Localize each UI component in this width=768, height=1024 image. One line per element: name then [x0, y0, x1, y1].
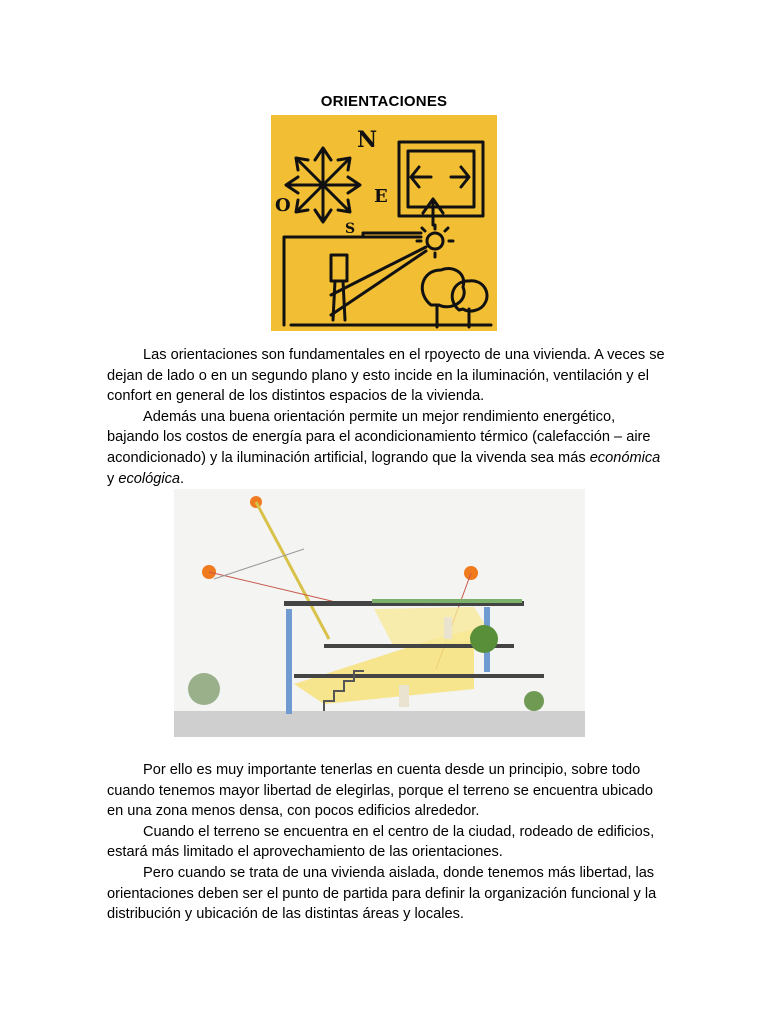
paragraph-2-text: Además una buena orientación permite un mejor rendimiento energético, bajando los costos de energía para el acondicionamiento térmico (calefacción – aire acondicionado) y la iluminación artificial, logrando que la vivenda sea más: [107, 408, 651, 466]
emphasis-ecologica: ecológica: [118, 470, 181, 487]
emphasis-economica: económica: [589, 449, 661, 466]
orientation-sketch-image: [271, 115, 497, 331]
paragraph-3: Por ello es muy importante tenerlas en cuenta desde un principio, sobre todo cuando tenemos mayor libertad de elegirlas, porque el terreno se encuentra ubicado en una zona menos densa, con pocos edificios alrededor.: [107, 762, 653, 820]
paragraph-2-conjunction: y: [107, 470, 119, 487]
section-2-text: [107, 760, 667, 925]
compass-letter-e: E: [374, 186, 388, 207]
section-1-text: [107, 345, 667, 489]
compass-letter-o: O: [275, 195, 291, 216]
paragraph-1: Las orientaciones son fundamentales en el rpoyecto de una vivienda. A veces se dejan de lado o en un segundo plano y esto incide en la iluminación, ventilación y el confort en general de los distintos espacios de la vivienda.: [107, 347, 665, 405]
compass-letter-s: S: [345, 221, 356, 237]
compass-letter-n: N: [357, 127, 378, 153]
paragraph-5: Pero cuando se trata de una vivienda aislada, donde tenemos más libertad, las orientaciones deben ser el punto de partida para definir la organización funcional y la distribución y ubicación de las distintas áreas y locales.: [107, 864, 657, 923]
page-title: ORIENTACIONES: [320, 93, 448, 110]
paragraph-4: Cuando el terreno se encuentra en el centro de la ciudad, rodeado de edificios, estará más limitado el aprovechamiento de las orientaciones.: [107, 823, 655, 861]
house-section-diagram-image: [174, 489, 585, 737]
paragraph-2: [107, 407, 667, 489]
paragraph-2-period: .: [180, 470, 185, 487]
